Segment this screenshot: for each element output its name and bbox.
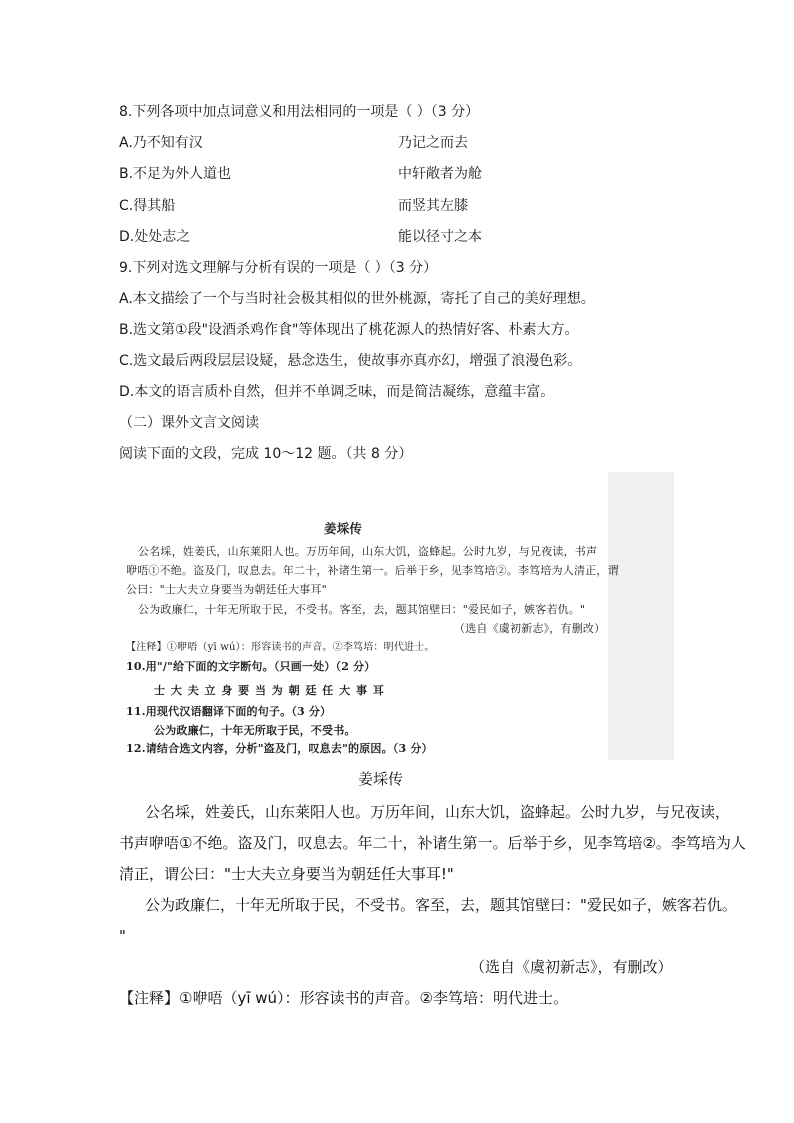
scan-line: 咿唔①不绝。盗及门，叹息去。年二十，补诸生第一。后举于乡，见李笃培②。李笃培为人清正，谓	[126, 564, 619, 577]
passage-paragraph-2-line: "	[119, 927, 126, 945]
scan-question-11-text: 公为政廉仁，十年无所取于民，不受书。	[154, 724, 356, 737]
option-b-right: 中轩敞者为舱	[398, 166, 482, 182]
scan-line: 公名埰，姓姜氏，山东莱阳人也。万历年间，山东大饥，盗蜂起。公时九岁，与兄夜读，书声	[138, 545, 598, 558]
scan-question-12: 12.请结合选文内容，分析"盗及门，叹息去"的原因。（3 分）	[126, 742, 433, 755]
question-9-option-c: C.选文最后两段层层设疑，悬念迭生，使故事亦真亦幻，增强了浪漫色彩。	[119, 353, 582, 369]
scan-title: 姜埰传	[324, 521, 363, 536]
scan-question-10: 10.用"/"给下面的文字断句。（只画一处）（2 分）	[126, 660, 376, 673]
question-8-option-d	[119, 227, 719, 247]
question-9-stem: 9.下列对选文理解与分析有误的一项是（ ）（3 分）	[119, 260, 438, 276]
option-d-right: 能以径寸之本	[398, 229, 482, 245]
scan-note: 【注释】①咿唔（yī wú）：形容读书的声音。②李笃培：明代进士。	[126, 642, 435, 653]
option-d-left: D.处处志之	[119, 229, 191, 245]
question-8-option-b	[119, 164, 719, 184]
question-8-option-c	[119, 196, 719, 216]
scanned-excerpt-image	[124, 472, 674, 760]
scan-line: 公曰："士大夫立身要当为朝廷任大事耳"	[126, 583, 327, 596]
scan-question-11: 11.用现代汉语翻译下面的句子。（3 分）	[126, 705, 332, 718]
option-b-left: B.不足为外人道也	[119, 166, 232, 182]
scan-line: 公为政廉仁，十年无所取于民，不受书。客至，去，题其馆壁曰："爱民如子，嫉客若仇。"	[138, 603, 586, 616]
passage-paragraph-1-line: 清正，谓公曰："士大夫立身要当为朝廷任大事耳!"	[119, 865, 454, 883]
question-9-option-d: D.本文的语言质朴自然，但并不单调乏味，而是简洁凝练，意蕴丰富。	[119, 384, 555, 400]
scan-question-10-text: 士 大 夫 立 身 要 当 为 朝 廷 任 大 事 耳	[154, 684, 385, 697]
scan-shadow	[608, 472, 674, 760]
option-a-right: 乃记之而去	[398, 135, 468, 151]
passage-paragraph-2-line: 公为政廉仁，十年无所取于民，不受书。客至，去，题其馆壁曰："爱民如子，嫉客若仇。	[145, 896, 737, 914]
option-c-right: 而竖其左膝	[398, 198, 468, 214]
section-heading: （二）课外文言文阅读	[119, 415, 259, 431]
scan-source: （选自《虞初新志》，有删改）	[454, 622, 606, 635]
passage-title: 姜埰传	[358, 770, 404, 788]
option-c-left: C.得其船	[119, 198, 176, 214]
passage-source: （选自《虞初新志》，有删改）	[470, 958, 673, 976]
question-8-option-a	[119, 133, 719, 153]
question-8-stem: 8.下列各项中加点词意义和用法相同的一项是（ ）（3 分）	[119, 104, 480, 120]
passage-paragraph-1-line: 书声咿唔①不绝。盗及门，叹息去。年二十，补诸生第一。后举于乡，见李笃培②。李笃培为人	[119, 834, 746, 852]
passage-note: 【注释】①咿唔（yī wú）：形容读书的声音。②李笃培：明代进士。	[119, 989, 568, 1007]
passage-paragraph-1-line: 公名埰，姓姜氏，山东莱阳人也。万历年间，山东大饥，盗蜂起。公时九岁，与兄夜读，	[145, 803, 731, 821]
question-9-option-a: A.本文描绘了一个与当时社会极其相似的世外桃源，寄托了自己的美好理想。	[119, 291, 595, 307]
question-9-option-b: B.选文第①段"设酒杀鸡作食"等体现出了桃花源人的热情好客、朴素大方。	[119, 322, 579, 338]
section-instruction: 阅读下面的文段，完成 10～12 题。（共 8 分）	[119, 446, 413, 462]
option-a-left: A.乃不知有汉	[119, 135, 203, 151]
